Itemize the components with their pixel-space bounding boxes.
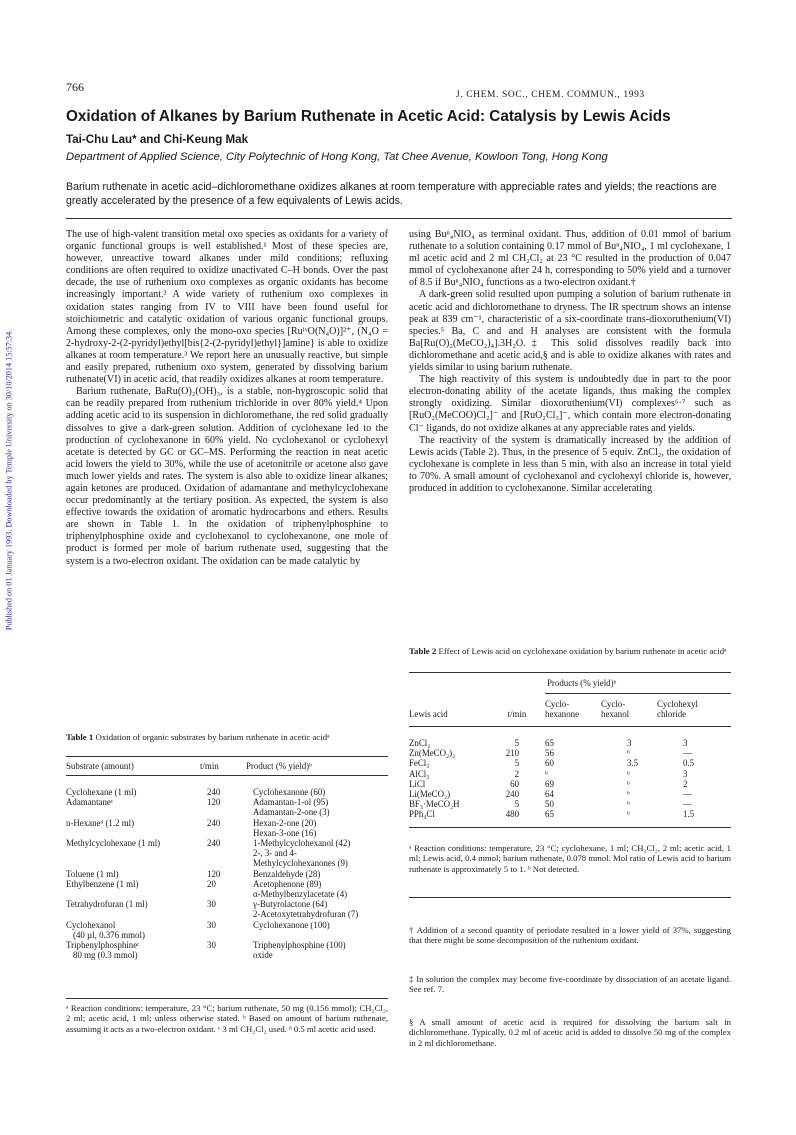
table1-cell: Adamantan-2-one (3) <box>253 807 330 818</box>
table2-cell: Zn(MeCO₂)₂ <box>409 748 456 759</box>
table1-cell: Adamantan-1-ol (95) <box>253 797 329 808</box>
table1-cell: Toluene (1 ml) <box>66 868 119 879</box>
table1-cell: oxide <box>253 950 273 961</box>
table-row <box>66 950 388 960</box>
table1-caption-text: Oxidation of organic substrates by barium ruthenate in acetic acidᵃ <box>95 732 330 742</box>
table-row <box>66 828 388 838</box>
table2-cell: 240 <box>505 789 519 800</box>
paragraph: The reactivity of the system is dramatically increased by the addition of Lewis acids (Table 2). Thus, in the presence of 5 equiv. ZnCl₂, the oxidation of cyclohexane is complete in less than 5 min, with also an increase in total yield to 70%. A small amount of cyclohexanol and cyclohexyl chloride is, however, produced in addition to cyclohexanone. Similar accelerating <box>409 434 731 494</box>
page-number: 766 <box>66 80 84 94</box>
table1-cell: 20 <box>207 878 216 889</box>
table1-cell: Adamantaneᶜ <box>66 797 114 808</box>
table1-cell: Cyclohexanol <box>66 919 116 930</box>
table-row <box>409 738 731 748</box>
paragraph: The high reactivity of this system is undoubtedly due in part to the poor electron-donating ability of the acetate ligands, thus making the complex strongly oxidizing. Similar dioxoruthenium(VI) complexes⁶·⁷ such as [RuO₂(MeCOO)Cl₂]⁻ and [RuO₂Cl₃]⁻, which contain more electron-donating Cl⁻ ligands, do not oxidize alkanes at any appreciable rates and yields. <box>409 374 731 434</box>
footnote-section: § A small amount of acetic acid is required for dissolving the barium salt in dichloromethane. Typically, 0.2 ml of acetic acid is added to dissolve 50 mg of the complex in 2 ml dichloromethane. <box>409 1017 731 1048</box>
table-row <box>409 779 731 789</box>
table-row <box>66 807 388 817</box>
table1-cell: Benzaldehyde (28) <box>253 868 321 879</box>
table1-cell <box>66 909 207 919</box>
table1-cell: 240 <box>207 817 221 828</box>
table1-body <box>66 787 388 960</box>
table1-cell <box>207 950 253 960</box>
article-title: Oxidation of Alkanes by Barium Ruthenate in Acetic Acid: Catalysis by Lewis Acids <box>66 108 671 125</box>
table2-cell: 60 <box>510 778 519 789</box>
table-row <box>409 789 731 799</box>
table2-cell: 3 <box>683 738 688 748</box>
table2-cell: 3.5 <box>627 758 639 769</box>
table1-cell: Hexan-2-one (20) <box>253 817 317 828</box>
table2-cell: AlCl₃ <box>409 768 430 779</box>
table-row <box>409 809 731 819</box>
table2-cell: ᵇ <box>627 809 630 820</box>
table1-cell <box>66 889 207 899</box>
paragraph: using Buⁿ₄NIO₄ as terminal oxidant. Thus, addition of 0.01 mmol of barium ruthenate to a solution containing 0.17 mmol of Buⁿ₄NIO₄, 1 ml cyclohexane, 1 ml acetic acid and 2 ml CH₂Cl₂ at 23 °C resulted in the production of 0.047 mmol of cyclohexanone after 24 h, corresponding to 50% yield and a turnover of 8.5 if Buⁿ₄NIO₄ functions as a two-electron oxidant.† <box>409 229 731 289</box>
table2-cell: ᵇ <box>545 768 548 779</box>
table1-cell: 240 <box>207 787 221 797</box>
table1-cell <box>207 807 253 817</box>
article-affiliation: Department of Applied Science, City Polytechnic of Hong Kong, Tat Chee Avenue, Kowloon Tong, Hong Kong <box>66 151 608 163</box>
table2-body <box>409 738 731 820</box>
table2-cell: BF₃·MeCO₂H <box>409 799 460 810</box>
table-row <box>66 879 388 889</box>
table1-header <box>66 761 388 771</box>
table2-footnote: ᵃ Reaction conditions: temperature, 23 °C; cyclohexane, 1 ml; CH₂Cl₂, 2 ml; acetic acid, 1 ml; Lewis acid, 0.4 mmol; barium ruthenate, 0.078 mmol. Mol ratio of Lewis acid to barium ruthenate is approximately 5 to 1. ᵇ Not detected. <box>409 843 731 874</box>
table2-group-rule <box>545 693 731 694</box>
table2-cell: — <box>683 799 692 810</box>
table1-cell: (40 µl, 0.376 mmol) <box>73 929 145 940</box>
table2-group-header: Products (% yield)ᵇ <box>547 678 617 688</box>
table2-cell: 3 <box>627 738 632 748</box>
table2-cell: 0.5 <box>683 758 695 769</box>
table2-cell: Li(MeCO₂) <box>409 789 451 800</box>
table1-cell: Triphenylphosphineᶜ <box>66 940 140 951</box>
table1-cell: Methylcyclohexanones (9) <box>253 858 348 869</box>
table1-cell: 30 <box>207 919 216 930</box>
table-row <box>66 797 388 807</box>
table1-cell: Methylcyclohexane (1 ml) <box>66 838 161 849</box>
table2-header-cell: hexanone <box>545 709 580 720</box>
left-column-body <box>66 229 388 568</box>
footnote-divider <box>409 897 731 898</box>
table2-caption <box>409 646 731 657</box>
table2-cell: 5 <box>514 758 519 769</box>
table2-cell: ᵇ <box>627 768 630 779</box>
table1-cell: 1-Methylcyclohexanol (42) <box>253 838 351 849</box>
table1-cell: Hexan-3-one (16) <box>253 827 317 838</box>
table2-cell: 480 <box>505 809 519 820</box>
abstract-divider <box>66 218 732 219</box>
table1-header-cell: t/min <box>200 761 219 771</box>
table1-cell: α-Methylbenzylacetate (4) <box>253 889 348 900</box>
table2-cell: 210 <box>505 748 519 759</box>
table1-cell <box>253 930 388 940</box>
table1-cell: Triphenylphosphine (100) <box>253 940 346 951</box>
table2-cell: 2 <box>683 778 688 789</box>
table2-cell: — <box>683 748 692 759</box>
table1 <box>66 787 388 960</box>
table2-header-cell: Cyclohexyl <box>657 699 698 709</box>
table1-cell <box>207 889 253 899</box>
table1-top-rule <box>66 756 388 757</box>
paragraph: Barium ruthenate, BaRu(O)₂(OH)₃, is a stable, non-hygroscopic solid that can be readily prepared from ruthenium trichloride in over 80% yield.⁴ Upon adding acetic acid to its suspension in dichloromethane, the red solid gradually dissolves to give a dark-green solution. Addition of cyclohexane led to the production of cyclohexanone in 60% yield. No cyclohexanol or cyclohexyl acetate is detected by GC or GC–MS. Performing the reaction in neat acetic acid lowers the yield to 30%, while the use of acetonitrile or acetone also gave much lower yields and rates. The system is also able to oxidize linear alkanes; again ketones are produced. Oxidation of adamantane and methylcyclohexane occur predominantly at the tertiary position. As expected, the system is also effective towards the oxidation of aromatic hydrocarbons and ethers. Results are shown in Table 1. In the oxidation of triphenylphosphine to triphenylphosphine oxide and cyclohexanol to cyclohexanone, one mole of product is formed per mole of barium ruthenate used, suggesting that the system is a two-electron oxidant. The oxidation can be made catalytic by <box>66 386 388 567</box>
table1-cell: Cyclohexanone (100) <box>253 919 330 930</box>
table-row <box>66 869 388 879</box>
table1-cell: 2-, 3- and 4- <box>253 848 297 859</box>
table1-cell <box>207 828 253 838</box>
table2-cell: 69 <box>545 778 554 789</box>
table2-header-cell: Cyclo- <box>545 699 570 709</box>
table1-header-rule <box>66 775 388 776</box>
table-row <box>66 848 388 858</box>
table2-cell: 2 <box>514 768 519 779</box>
table-row <box>409 758 731 768</box>
table1-cell <box>207 909 253 919</box>
table1-cell: 120 <box>207 797 221 808</box>
table2-cell: 60 <box>545 758 554 769</box>
table1-cell <box>66 858 207 868</box>
table2-header-cell: t/min <box>507 709 527 720</box>
table2-header-cell: chloride <box>657 709 687 720</box>
table1-bottom-rule <box>66 998 388 999</box>
table1-cell <box>66 848 207 858</box>
table-row <box>409 769 731 779</box>
table2-cell: 1.5 <box>683 809 695 820</box>
table1-cell: Cyclohexanone (60) <box>253 787 326 797</box>
table2-cell: ᵇ <box>627 778 630 789</box>
table1-header-cell: Substrate (amount) <box>66 761 134 771</box>
table1-cell: n-Hexaneᵈ (1.2 ml) <box>66 817 135 828</box>
table1-cell: Acetophenone (89) <box>253 878 322 889</box>
table1-cell: Tetrahydrofuran (1 ml) <box>66 899 148 910</box>
article-abstract: Barium ruthenate in acetic acid–dichloromethane oxidizes alkanes at room temperature with appreciable rates and yields; the reactions are greatly accelerated by the presence of a few equivalents of Lewis acids. <box>66 181 717 207</box>
watermark-text: Published on 01 January 1993. Downloaded by Temple University on 30/10/2014 15:57:34. <box>4 329 14 631</box>
table1-caption <box>66 732 388 743</box>
table2-cell: 50 <box>545 799 554 810</box>
download-watermark <box>2 270 16 690</box>
table1-label: Table 1 <box>66 732 94 742</box>
table-row <box>66 899 388 909</box>
table1-footnote: ᵃ Reaction conditions: temperature, 23 °C; barium ruthenate, 50 mg (0.156 mmol); CH₂Cl₂, 2 ml; acetic acid, 1 ml; unless otherwise stated. ᵇ Based on amount of barium ruthenate, assumimg it acts as a two-electron oxidant. ᶜ 3 ml CH₂Cl₂ used. ᵈ 0.5 ml acetic acid used. <box>66 1003 388 1034</box>
table2-cell: PPh₄Cl <box>409 809 435 820</box>
right-column-body <box>409 229 731 495</box>
table1-cell <box>207 858 253 868</box>
table2-cell: ᵇ <box>627 799 630 810</box>
table1-cell: 30 <box>207 940 216 951</box>
table1-cell <box>207 930 253 940</box>
table-row <box>66 930 388 940</box>
table2-cell: ZnCl₂ <box>409 738 431 748</box>
table2-cell: — <box>683 789 692 800</box>
table2-cell: 65 <box>545 809 554 820</box>
table-row <box>409 748 731 758</box>
journal-running-head: J. CHEM. SOC., CHEM. COMMUN., 1993 <box>456 90 645 100</box>
table2-cell: ᵇ <box>627 789 630 800</box>
footnote-dagger: † Addition of a second quantity of periodate resulted in a lower yield of 37%, suggesting that there might be some decomposition of the ruthenium oxidant. <box>409 925 731 946</box>
table-row <box>66 858 388 868</box>
table2-cell: 3 <box>683 768 688 779</box>
table1-cell <box>66 807 207 817</box>
table2-caption-text: Effect of Lewis acid on cyclohexane oxidation by barium ruthenate in acetic acidᵃ <box>438 646 727 656</box>
table2 <box>409 738 731 820</box>
table-row <box>66 838 388 848</box>
table-row <box>66 818 388 828</box>
table2-top-rule <box>409 672 731 673</box>
table1-cell <box>66 828 207 838</box>
table2-cell: FeCl₃ <box>409 758 430 769</box>
table-row <box>66 787 388 797</box>
article-authors: Tai-Chu Lau* and Chi-Keung Mak <box>66 133 249 146</box>
table2-bottom-rule <box>409 827 731 828</box>
table1-cell: 240 <box>207 838 221 849</box>
table1-cell: Cyclohexane (1 ml) <box>66 787 137 797</box>
table-row <box>66 889 388 899</box>
table2-label: Table 2 <box>409 646 437 656</box>
table2-cell: 64 <box>545 789 554 800</box>
table2-cell: ᵇ <box>627 748 630 759</box>
table-row <box>66 920 388 930</box>
table-row <box>66 909 388 919</box>
table2-cell: 65 <box>545 738 554 748</box>
table2-header-cell: Lewis acid <box>409 709 448 720</box>
table2-cell: 56 <box>545 748 554 759</box>
table1-cell: γ-Butyrolactone (64) <box>253 899 328 910</box>
table1-cell: 30 <box>207 899 216 910</box>
table-row <box>409 799 731 809</box>
table2-header-rule <box>409 726 731 727</box>
table2-cell: 5 <box>514 738 519 748</box>
table1-cell: 120 <box>207 868 221 879</box>
table1-header-cell: Product (% yield)ᵇ <box>246 761 312 771</box>
table2-header-cell: Cyclo- <box>601 699 626 709</box>
table-row <box>66 940 388 950</box>
footnote-double-dagger: ‡ In solution the complex may become five-coordinate by dissociation of an acetate ligand. See ref. 7. <box>409 974 731 995</box>
table2-header-cell: hexanol <box>601 709 630 720</box>
paragraph: A dark-green solid resulted upon pumping a solution of barium ruthenate in acetic acid and dichloromethane to dryness. The IR spectrum shows an intense peak at 839 cm⁻¹, characteristic of a six-coordinate trans-dioxoruthenium(VI) species.⁵ Ba, C and and H analyses are consistent with the formula Ba[Ru(O)₂(MeCO₂)₄].3H₂O.‡ This solid dissolves readily back into dichloromethane and acetic acid,§ and is able to oxidize alkanes with rates and yields similar to using barium ruthenate. <box>409 289 731 374</box>
paragraph: The use of high-valent transition metal oxo species as oxidants for a variety of organic functional groups is well established.¹ Most of these species are, however, unreactive toward alkanes under mild conditions; refluxing conditions are often required to oxidize unactivated C–H bonds. Over the past decade, the use of ruthenium oxo complexes as organic oxidants has become increasingly important.² A wide variety of ruthenium oxo complexes in oxidation states ranging from IV to VIII have been found useful for stoichiometric and catalytic oxidation of various organic functional groups. Among these complexes, only the mono-oxo species [RuᴵᵛO(N₄O)]²⁺, (N₄O = 2-hydroxy-2-(2-pyridyl)ethyl[bis{2-(2-pyridyl)ethyl}]amine} is able to oxidize alkanes at room temperature.³ We report here an unusually reactive, but simple and easily prepared, ruthenium oxo system, generated by dissolving barium ruthenate(VI) in acetic acid, that readily oxidizes alkanes at room temperature. <box>66 229 388 386</box>
table1-cell: Ethylbenzene (1 ml) <box>66 878 139 889</box>
table1-cell <box>207 848 253 858</box>
table2-cell: LiCl <box>409 778 426 789</box>
table1-cell: 80 mg (0.3 mmol) <box>73 950 138 961</box>
table2-cell: 5 <box>514 799 519 810</box>
table1-cell: 2-Acetoxytetrahydrofuran (7) <box>253 909 359 920</box>
table2-header <box>409 699 731 719</box>
